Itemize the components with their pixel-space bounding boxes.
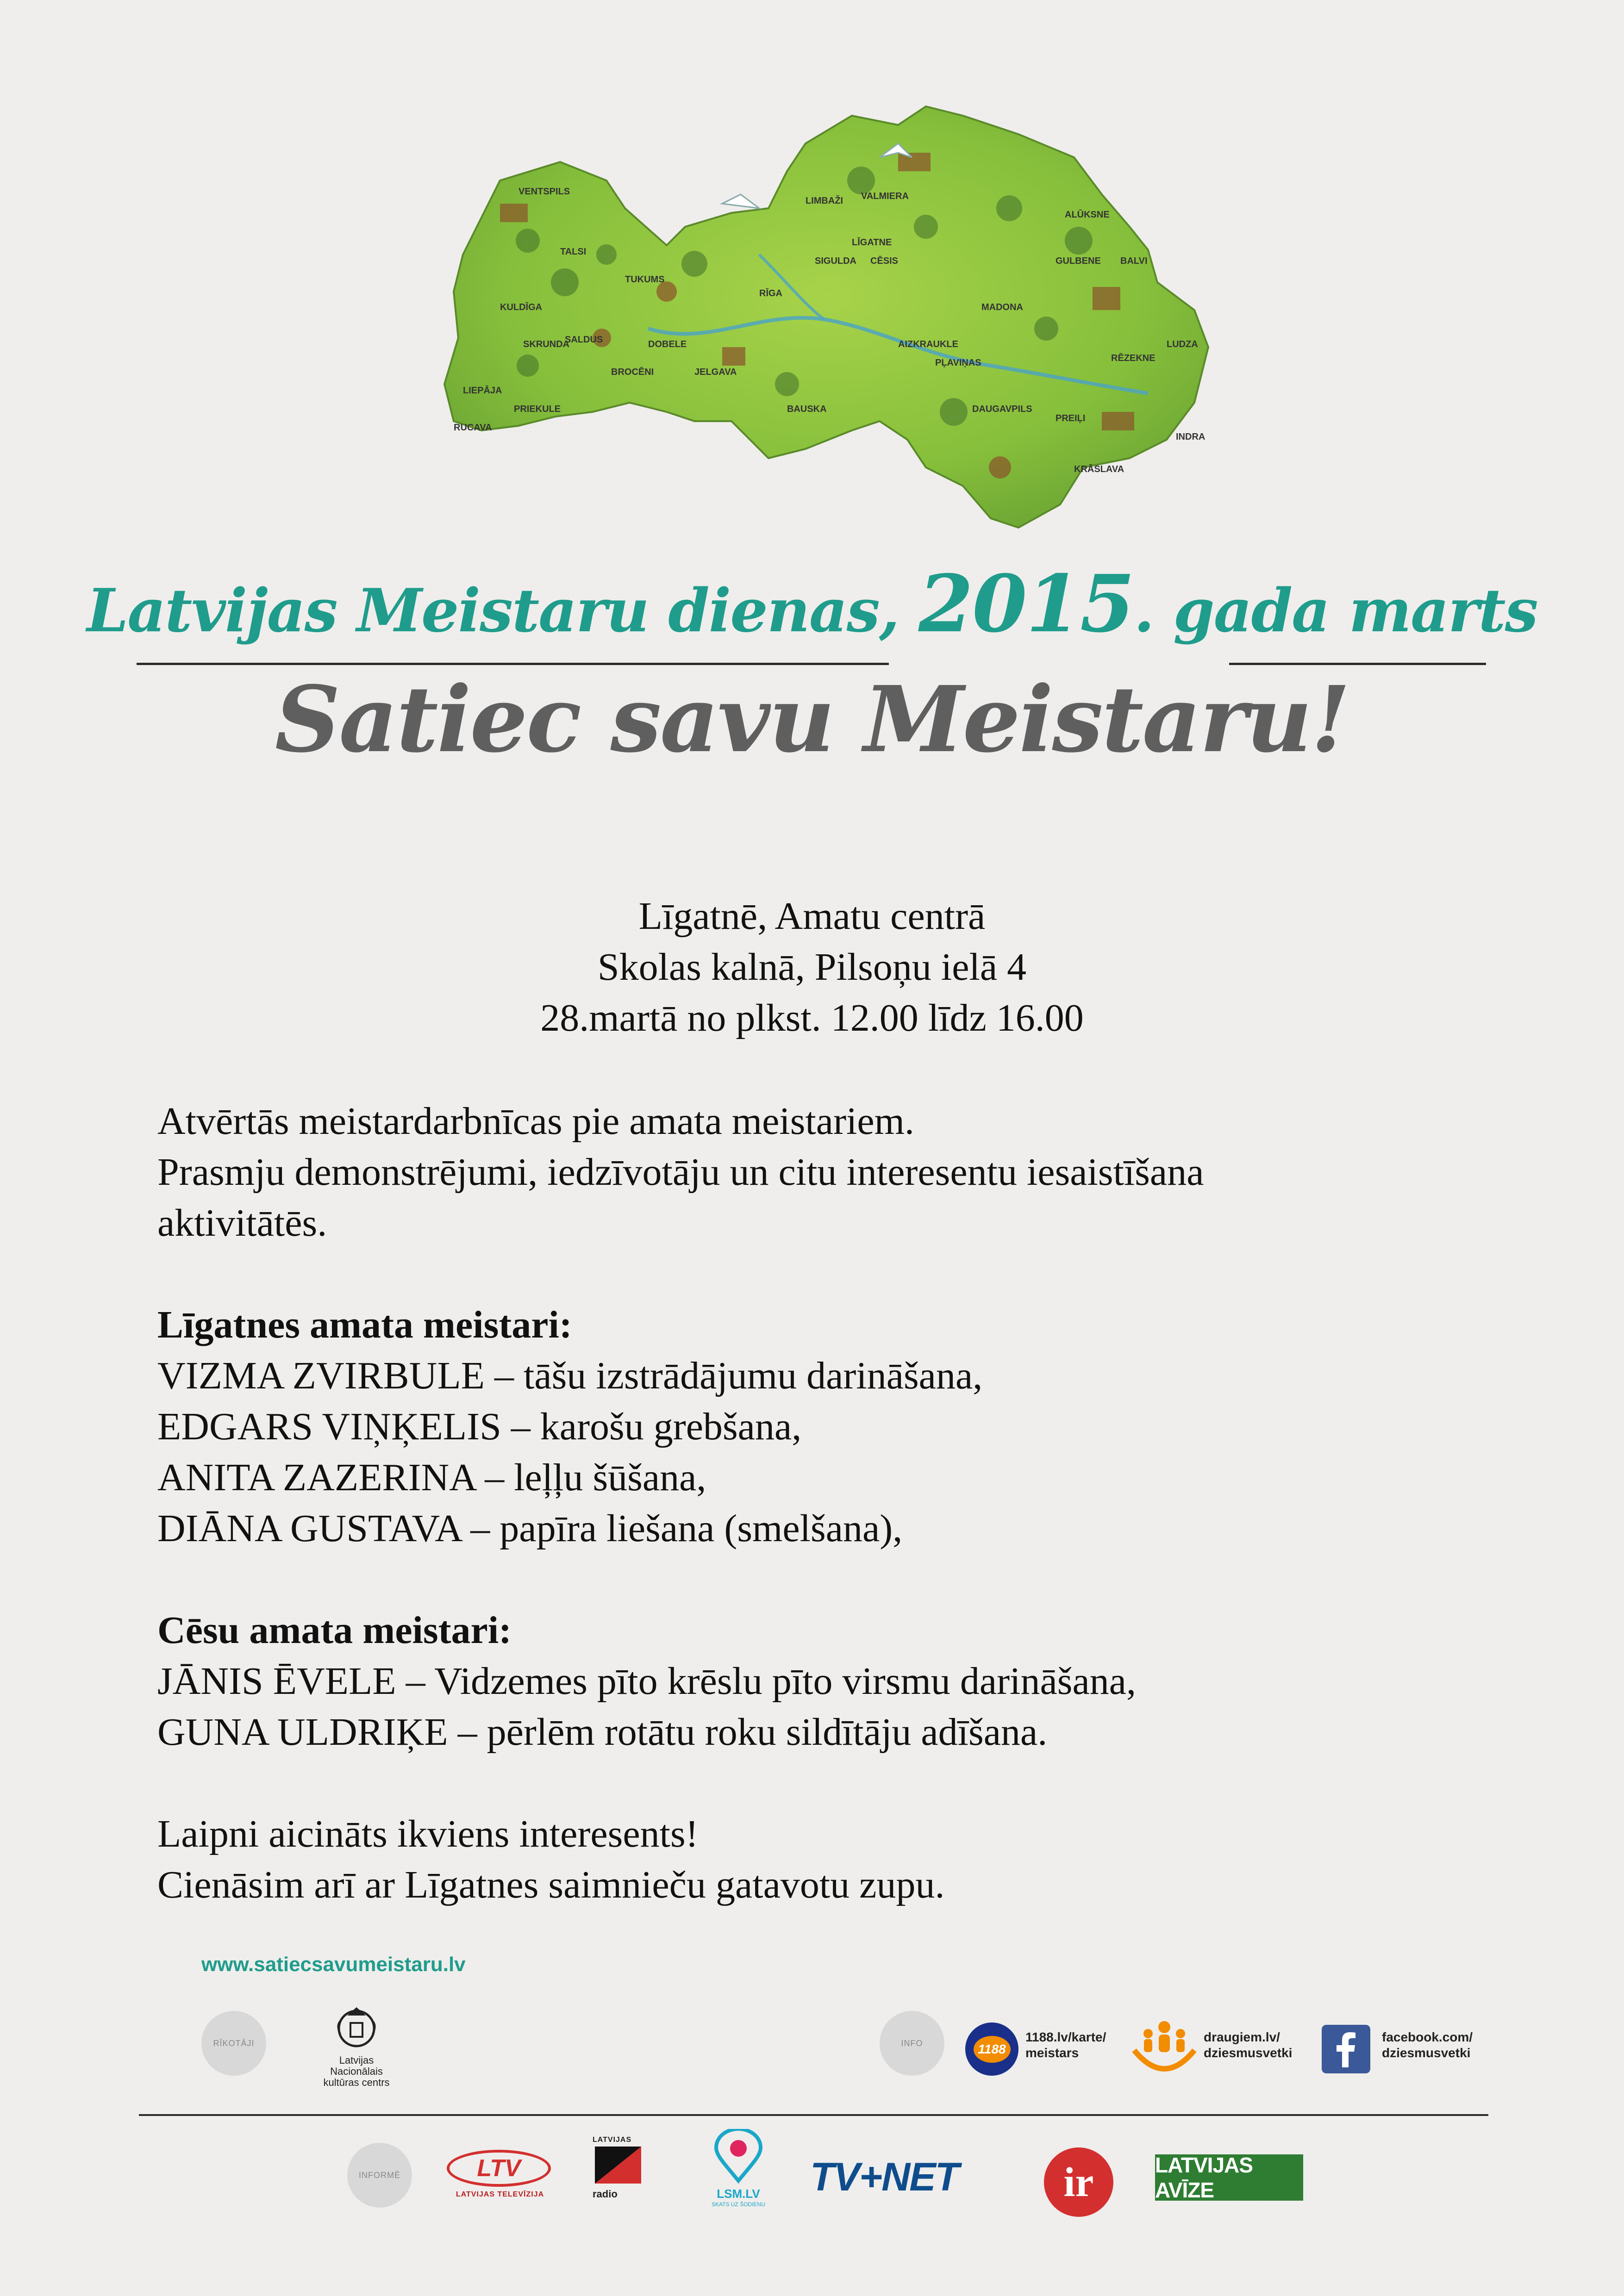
lsm-logo-text: LSM.LV [717,2187,760,2201]
map-city-label: SKRUNDA [523,339,569,349]
cesis-masters-heading: Cēsu amata meistari: [157,1609,512,1652]
map-city-label: VENTSPILS [518,187,570,197]
venue-block [0,891,1624,1044]
venue-place: Līgatnē, Amatu centrā [638,895,986,938]
facebook-icon[interactable] [1322,2025,1370,2073]
map-city-label: INDRA [1176,432,1206,442]
event-subtitle: Satiec savu Meistaru! [275,666,1349,773]
map-city-label: MADONA [981,302,1023,312]
map-city-label: PRIEKULE [514,404,561,414]
facebook-link-line1: facebook.com/ [1382,2030,1473,2044]
1188-link-line1: 1188.lv/karte/ [1025,2030,1106,2044]
master-entry: EDGARS VIŅĶELIS – karošu grebšana, [157,1405,802,1448]
map-city-label: LUDZA [1167,339,1198,349]
draugiem-link-line2: dziesmusvetki [1204,2046,1293,2060]
title-divider-left [137,663,889,665]
facebook-link-line2: dziesmusvetki [1382,2046,1471,2060]
inform-tag: INFORMĒ [347,2143,412,2208]
1188-logo-text: 1188 [974,2036,1011,2063]
intro-line: Prasmju demonstrējumi, iedzīvotāju un citu interesentu iesaistīšana [157,1151,1204,1194]
venue-address: Skolas kalnā, Pilsoņu ielā 4 [597,946,1027,989]
master-entry: VIZMA ZVIRBULE – tāšu izstrādājumu darināšana, [157,1354,983,1397]
lnkc-name-line1: Latvijas Nacionālais [330,2054,383,2077]
lnkc-name-line2: kultūras centrs [323,2077,390,2088]
map-city-label: BROCĒNI [611,367,654,377]
intro-line: Atvērtās meistardarbnīcas pie amata meistariem. [157,1100,915,1143]
ltv-caption: LATVIJAS TELEVĪZIJA [456,2190,544,2198]
map-city-label: LIMBAŽI [806,196,843,206]
lsm-caption: SKATS UZ ŠODIENU [712,2201,765,2208]
map-city-label: SIGULDA [815,256,856,266]
radio-emblem-icon [593,2144,643,2186]
map-city-label: AIZKRAUKLE [898,339,958,349]
master-entry: JĀNIS ĒVELE – Vidzemes pīto krēslu pīto virsmu darināšana, [157,1660,1137,1703]
website-link[interactable]: www.satiecsavumeistaru.lv [201,1953,466,1976]
ltv-logo[interactable] [447,2150,553,2199]
1188-logo[interactable] [965,2022,1018,2076]
master-entry: ANITA ZAZERINA – leļļu šūšana, [157,1456,706,1499]
map-city-label: VALMIERA [861,191,909,201]
map-city-label: BALVI [1120,256,1148,266]
map-city-label: DOBELE [648,339,687,349]
draugiem-link-line1: draugiem.lv/ [1204,2030,1280,2044]
tvnet-logo[interactable]: TV+NET [810,2155,959,2199]
draugiem-link[interactable] [1204,2029,1292,2061]
latvijas-avize-logo[interactable]: LATVIJAS AVĪZE [1155,2154,1303,2201]
facebook-link[interactable] [1382,2029,1473,2061]
latvijas-radio-logo[interactable] [593,2136,643,2200]
map-city-label: TALSI [560,247,587,257]
map-city-label: BAUSKA [787,404,827,414]
map-city-label: LĪGATNE [852,237,892,248]
ltv-logo-text: LTV [447,2150,551,2187]
map-city-label: LIEPĀJA [463,386,502,396]
map-city-label: SALDUS [565,335,603,345]
map-city-label: KRĀSLAVA [1074,464,1124,474]
map-city-label: DAUGAVPILS [972,404,1032,414]
radio-caption-top: LATVIJAS [593,2136,632,2144]
latvia-map-illustration [407,88,1241,541]
master-entry: GUNA ULDRIĶE – pērlēm rotātu roku sildītāju adīšana. [157,1711,1048,1754]
event-description [157,1096,1546,1910]
event-title [0,558,1624,650]
map-city-label: PREIĻI [1056,413,1086,423]
map-city-label: JELGAVA [694,367,737,377]
draugiem-icon[interactable] [1130,2018,1199,2078]
title-divider-right [1229,663,1486,665]
map-city-label: PĻAVIŅAS [935,358,981,368]
map-city-label: KULDĪGA [500,302,543,312]
intro-line: aktivitātēs. [157,1201,327,1244]
map-city-label: RĒZEKNE [1111,353,1156,363]
lsm-logo[interactable] [706,2129,771,2208]
ligatne-masters-heading: Līgatnes amata meistari: [157,1303,572,1346]
closing-line: Cienāsim arī ar Līgatnes saimnieču gatavotu zupu. [157,1863,945,1906]
master-entry: DIĀNA GUSTAVA – papīra liešana (smelšana), [157,1507,903,1550]
map-city-label: ALŪKSNE [1065,210,1110,220]
map-city-label: CĒSIS [870,256,899,266]
coat-of-arms-icon [331,2002,382,2053]
map-city-label: TUKUMS [625,274,665,285]
footer-divider [139,2114,1488,2116]
map-pin-icon [711,2129,766,2184]
lnkc-logo[interactable] [319,2002,394,2088]
venue-time: 28.martā no plkst. 12.00 līdz 16.00 [540,996,1084,1039]
closing-line: Laipni aicināts ikviens interesents! [157,1812,699,1855]
title-suffix: . gada marts [1134,576,1537,646]
ir-logo[interactable]: ir [1044,2147,1113,2217]
map-city-label: RUCAVA [454,423,492,433]
title-prefix: Latvijas Meistaru dienas, [87,576,918,646]
organizers-tag: RĪKOTĀJI [201,2011,266,2076]
map-city-label: RĪGA [759,288,782,299]
radio-caption-bottom: radio [593,2188,618,2200]
title-year: 2015 [918,558,1134,650]
map-city-label: GULBENE [1056,256,1101,266]
1188-link-line2: meistars [1025,2046,1079,2060]
1188-link[interactable] [1025,2029,1106,2061]
info-tag: INFO [880,2011,944,2076]
